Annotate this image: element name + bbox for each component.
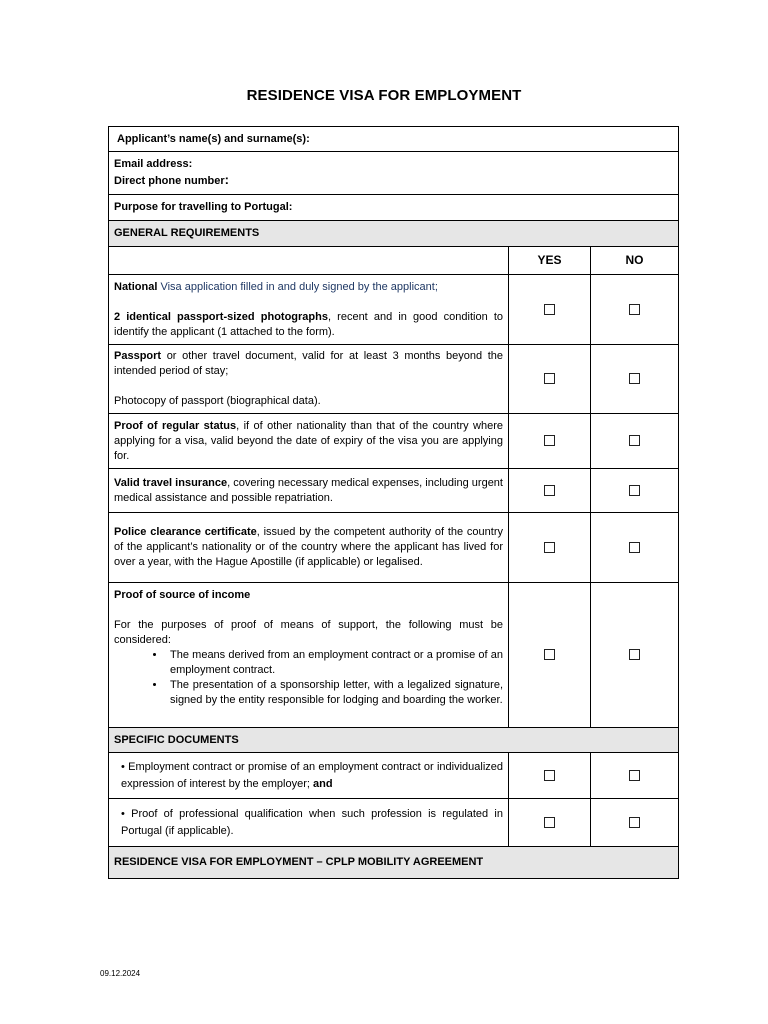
specific-document-row	[109, 799, 679, 847]
income-bullet-list	[114, 648, 503, 708]
no-checkbox[interactable]	[629, 373, 640, 384]
cplp-header	[109, 847, 679, 879]
bullet: •	[121, 807, 125, 820]
requirements-form	[108, 126, 679, 879]
no-checkbox[interactable]	[629, 649, 640, 660]
no-checkbox[interactable]	[629, 817, 640, 828]
footer-date: 09.12.2024	[100, 969, 141, 978]
specific-document-row	[109, 753, 679, 799]
yes-checkbox[interactable]	[544, 373, 555, 384]
section-title: RESIDENCE VISA FOR EMPLOYMENT – CPLP MOBILITY AGREEMENT	[109, 847, 679, 879]
requirement-text: National Visa application filled in and duly signed by the applicant; 2 identical passport-sized photographs, recent and in good condition to identify the applicant (1 attached to the form).	[109, 275, 509, 345]
no-checkbox-cell	[591, 753, 679, 799]
applicant-name-row	[109, 127, 679, 152]
purpose-field[interactable]: Purpose for travelling to Portugal:	[109, 195, 679, 221]
no-checkbox-cell	[591, 513, 679, 583]
empty-header-cell	[109, 247, 509, 275]
requirement-text: Passport or other travel document, valid for at least 3 months beyond the intended period of stay; Photocopy of passport (biographical data).	[109, 345, 509, 414]
general-requirements-header	[109, 221, 679, 247]
bullet: •	[121, 760, 125, 773]
no-checkbox-cell	[591, 583, 679, 728]
applicant-name-field[interactable]: Applicant’s name(s) and surname(s):	[109, 127, 679, 152]
yes-checkbox-cell	[509, 583, 591, 728]
no-checkbox[interactable]	[629, 485, 640, 496]
requirement-row	[109, 513, 679, 583]
yes-checkbox[interactable]	[544, 649, 555, 660]
list-item: • The means derived from an employment contract or a promise of an employment contract.	[166, 648, 503, 678]
section-title: SPECIFIC DOCUMENTS	[109, 728, 679, 753]
document-text: • Employment contract or promise of an employment contract or individualized expression of interest by the employer; and	[109, 753, 509, 799]
column-header-row	[109, 247, 679, 275]
requirement-text: Police clearance certificate, issued by the competent authority of the country of the applicant’s nationality or of the country where the applicant has lived for over a year, with the Hague Apostille (if applicable) or legalised.	[109, 513, 509, 583]
document-text: • Proof of professional qualification when such profession is regulated in Portugal (if applicable).	[109, 799, 509, 847]
yes-checkbox-cell	[509, 753, 591, 799]
requirement-row	[109, 345, 679, 414]
yes-checkbox-cell	[509, 469, 591, 513]
yes-checkbox-cell	[509, 275, 591, 345]
yes-checkbox[interactable]	[544, 770, 555, 781]
email-field[interactable]: Email address:	[114, 158, 193, 170]
no-column-header: NO	[591, 247, 679, 275]
list-item: • The presentation of a sponsorship letter, with a legalized signature, signed by the entity responsible for lodging and boarding the worker.	[166, 678, 503, 708]
requirement-row	[109, 414, 679, 469]
requirement-row	[109, 469, 679, 513]
section-title: GENERAL REQUIREMENTS	[109, 221, 679, 247]
requirement-text: Proof of regular status, if of other nationality than that of the country where applying for a visa, valid beyond the date of expiry of the visa you are applying for.	[109, 414, 509, 469]
no-checkbox-cell	[591, 469, 679, 513]
document-title: RESIDENCE VISA FOR EMPLOYMENT	[246, 87, 522, 104]
yes-checkbox-cell	[509, 513, 591, 583]
yes-checkbox[interactable]	[544, 435, 555, 446]
no-checkbox[interactable]	[629, 304, 640, 315]
contact-row	[109, 152, 679, 195]
purpose-row	[109, 195, 679, 221]
no-checkbox[interactable]	[629, 542, 640, 553]
no-checkbox[interactable]	[629, 770, 640, 781]
yes-checkbox[interactable]	[544, 817, 555, 828]
requirement-text: Valid travel insurance, covering necessary medical expenses, including urgent medical assistance and possible repatriation.	[109, 469, 509, 513]
no-checkbox[interactable]	[629, 435, 640, 446]
phone-field[interactable]: Direct phone number:	[114, 172, 229, 187]
specific-documents-header	[109, 728, 679, 753]
yes-checkbox[interactable]	[544, 304, 555, 315]
yes-checkbox-cell	[509, 799, 591, 847]
yes-checkbox[interactable]	[544, 542, 555, 553]
requirement-row	[109, 275, 679, 345]
no-checkbox-cell	[591, 345, 679, 414]
yes-checkbox-cell	[509, 345, 591, 414]
no-checkbox-cell	[591, 414, 679, 469]
yes-column-header: YES	[509, 247, 591, 275]
yes-checkbox-cell	[509, 414, 591, 469]
no-checkbox-cell	[591, 799, 679, 847]
requirement-text: Proof of source of income For the purposes of proof of means of support, the following must be considered: • The means derived from an employment contract or a promise of an employment contract. • The presentation of a sponsorship letter, with a legalized signature, signed by the entity responsible for lodging and boarding the worker.	[109, 583, 509, 728]
contact-fields[interactable]	[109, 152, 679, 195]
no-checkbox-cell	[591, 275, 679, 345]
yes-checkbox[interactable]	[544, 485, 555, 496]
requirement-row	[109, 583, 679, 728]
